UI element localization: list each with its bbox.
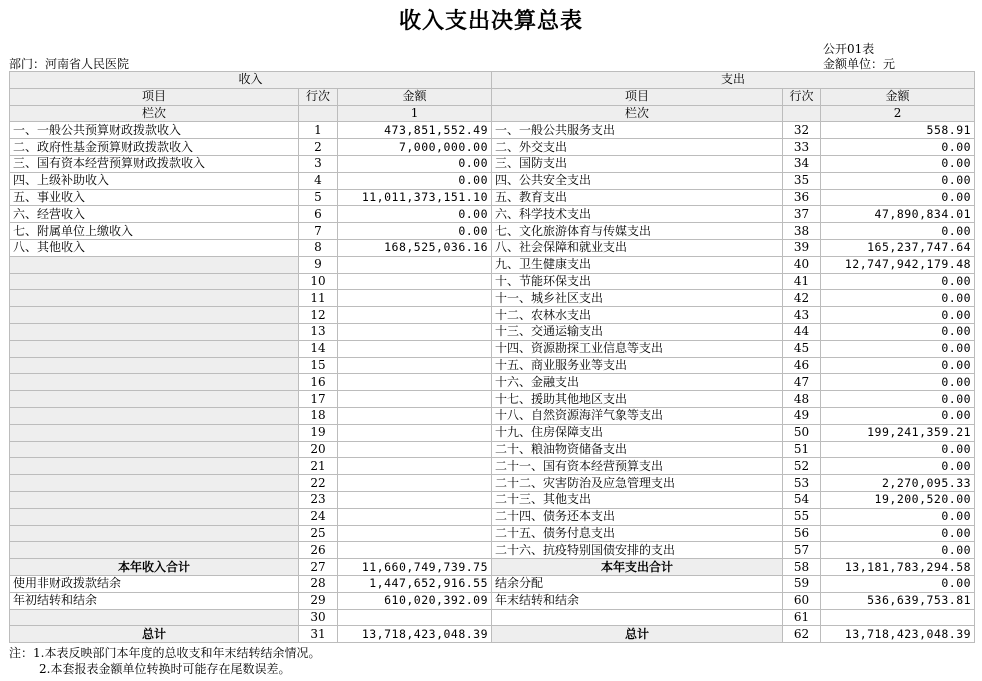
expense-amount-cell: 0.00 bbox=[821, 542, 975, 559]
income-item-cell: 八、其他收入 bbox=[10, 239, 299, 256]
table-row bbox=[10, 575, 975, 592]
expense-line-cell: 49 bbox=[783, 407, 821, 424]
income-item-cell bbox=[10, 407, 299, 424]
income-item-cell bbox=[10, 525, 299, 542]
income-item-cell bbox=[10, 256, 299, 273]
income-item-cell bbox=[10, 290, 299, 307]
income-amount-cell bbox=[338, 273, 492, 290]
expense-item-cell: 十九、住房保障支出 bbox=[492, 424, 783, 441]
income-line-cell: 16 bbox=[299, 374, 338, 391]
income-line-cell: 14 bbox=[299, 340, 338, 357]
expense-line-cell: 40 bbox=[783, 256, 821, 273]
expense-item-cell: 四、公共安全支出 bbox=[492, 172, 783, 189]
income-amount-cell bbox=[338, 407, 492, 424]
income-amount-cell: 473,851,552.49 bbox=[338, 122, 492, 139]
expense-amount-column-number: 2 bbox=[821, 105, 975, 122]
expense-item-cell: 十二、农林水支出 bbox=[492, 307, 783, 324]
expense-item-cell: 年末结转和结余 bbox=[492, 592, 783, 609]
expense-column-index-label: 栏次 bbox=[492, 105, 783, 122]
income-item-cell bbox=[10, 609, 299, 626]
table-row bbox=[10, 441, 975, 458]
expense-amount-cell: 0.00 bbox=[821, 441, 975, 458]
expense-item-cell: 结余分配 bbox=[492, 575, 783, 592]
income-amount-cell bbox=[338, 424, 492, 441]
expense-line-cell: 44 bbox=[783, 323, 821, 340]
income-line-cell: 27 bbox=[299, 559, 338, 576]
income-line-cell: 4 bbox=[299, 172, 338, 189]
income-line-cell: 7 bbox=[299, 223, 338, 240]
income-item-cell bbox=[10, 491, 299, 508]
income-amount-cell bbox=[338, 357, 492, 374]
expense-amount-cell: 0.00 bbox=[821, 139, 975, 156]
expense-line-cell: 46 bbox=[783, 357, 821, 374]
expense-item-cell: 二、外交支出 bbox=[492, 139, 783, 156]
expense-line-cell: 53 bbox=[783, 475, 821, 492]
income-line-header: 行次 bbox=[299, 88, 338, 105]
income-item-cell bbox=[10, 323, 299, 340]
expense-line-header: 行次 bbox=[783, 88, 821, 105]
expense-line-cell: 60 bbox=[783, 592, 821, 609]
table-row bbox=[10, 458, 975, 475]
expense-item-cell: 十三、交通运输支出 bbox=[492, 323, 783, 340]
income-item-cell bbox=[10, 475, 299, 492]
income-amount-cell: 13,718,423,048.39 bbox=[338, 626, 492, 643]
table-row bbox=[10, 525, 975, 542]
expense-line-cell: 43 bbox=[783, 307, 821, 324]
expense-item-cell: 二十、粮油物资储备支出 bbox=[492, 441, 783, 458]
income-amount-cell bbox=[338, 441, 492, 458]
expense-amount-cell: 558.91 bbox=[821, 122, 975, 139]
expense-line-cell: 45 bbox=[783, 340, 821, 357]
income-line-cell: 17 bbox=[299, 391, 338, 408]
expense-line-cell: 54 bbox=[783, 491, 821, 508]
expense-amount-cell: 0.00 bbox=[821, 273, 975, 290]
expense-amount-cell: 0.00 bbox=[821, 407, 975, 424]
expense-amount-cell: 0.00 bbox=[821, 458, 975, 475]
table-row bbox=[10, 542, 975, 559]
expense-amount-cell: 0.00 bbox=[821, 391, 975, 408]
expense-item-cell: 一、一般公共服务支出 bbox=[492, 122, 783, 139]
expense-line-cell: 36 bbox=[783, 189, 821, 206]
table-row bbox=[10, 475, 975, 492]
income-item-header: 项目 bbox=[10, 88, 299, 105]
expense-item-cell: 五、教育支出 bbox=[492, 189, 783, 206]
expense-line-cell: 32 bbox=[783, 122, 821, 139]
income-amount-cell bbox=[338, 609, 492, 626]
income-line-cell: 15 bbox=[299, 357, 338, 374]
table-row bbox=[10, 323, 975, 340]
expense-item-cell: 八、社会保障和就业支出 bbox=[492, 239, 783, 256]
income-item-cell bbox=[10, 340, 299, 357]
income-item-cell: 二、政府性基金预算财政拨款收入 bbox=[10, 139, 299, 156]
income-line-cell: 13 bbox=[299, 323, 338, 340]
expense-item-cell: 三、国防支出 bbox=[492, 155, 783, 172]
expense-amount-header: 金额 bbox=[821, 88, 975, 105]
expense-line-cell: 41 bbox=[783, 273, 821, 290]
table-row bbox=[10, 206, 975, 223]
expense-line-cell: 62 bbox=[783, 626, 821, 643]
expense-item-cell: 总计 bbox=[492, 626, 783, 643]
income-line-cell: 10 bbox=[299, 273, 338, 290]
table-row bbox=[10, 340, 975, 357]
expense-item-cell: 十五、商业服务业等支出 bbox=[492, 357, 783, 374]
table-row bbox=[10, 290, 975, 307]
income-amount-cell bbox=[338, 391, 492, 408]
expense-item-cell: 九、卫生健康支出 bbox=[492, 256, 783, 273]
income-line-cell: 26 bbox=[299, 542, 338, 559]
income-line-cell: 23 bbox=[299, 491, 338, 508]
income-line-cell: 3 bbox=[299, 155, 338, 172]
expense-line-cell: 47 bbox=[783, 374, 821, 391]
expense-amount-cell: 19,200,520.00 bbox=[821, 491, 975, 508]
expense-amount-cell: 199,241,359.21 bbox=[821, 424, 975, 441]
income-amount-cell bbox=[338, 508, 492, 525]
income-amount-cell bbox=[338, 307, 492, 324]
expense-line-cell: 35 bbox=[783, 172, 821, 189]
income-amount-cell bbox=[338, 256, 492, 273]
expense-line-cell: 56 bbox=[783, 525, 821, 542]
table-row bbox=[10, 374, 975, 391]
expense-line-cell: 55 bbox=[783, 508, 821, 525]
income-line-cell: 5 bbox=[299, 189, 338, 206]
income-amount-cell: 0.00 bbox=[338, 172, 492, 189]
expense-amount-cell: 0.00 bbox=[821, 323, 975, 340]
income-amount-header: 金额 bbox=[338, 88, 492, 105]
income-item-cell: 四、上级补助收入 bbox=[10, 172, 299, 189]
table-row bbox=[10, 189, 975, 206]
expense-amount-cell: 536,639,753.81 bbox=[821, 592, 975, 609]
table-row bbox=[10, 223, 975, 240]
income-line-cell: 6 bbox=[299, 206, 338, 223]
expense-amount-cell: 0.00 bbox=[821, 575, 975, 592]
expense-line-cell: 48 bbox=[783, 391, 821, 408]
income-line-cell: 19 bbox=[299, 424, 338, 441]
income-amount-cell bbox=[338, 290, 492, 307]
income-item-cell bbox=[10, 508, 299, 525]
expense-line-index-cell bbox=[783, 105, 821, 122]
income-line-cell: 2 bbox=[299, 139, 338, 156]
expense-line-cell: 38 bbox=[783, 223, 821, 240]
table-row bbox=[10, 122, 975, 139]
expense-amount-cell: 0.00 bbox=[821, 223, 975, 240]
income-amount-cell: 7,000,000.00 bbox=[338, 139, 492, 156]
table-row bbox=[10, 155, 975, 172]
expense-amount-cell bbox=[821, 609, 975, 626]
expense-item-cell: 二十四、债务还本支出 bbox=[492, 508, 783, 525]
table-row bbox=[10, 172, 975, 189]
expense-line-cell: 37 bbox=[783, 206, 821, 223]
income-amount-cell: 0.00 bbox=[338, 155, 492, 172]
expense-line-cell: 61 bbox=[783, 609, 821, 626]
expense-item-cell: 十、节能环保支出 bbox=[492, 273, 783, 290]
income-item-cell bbox=[10, 391, 299, 408]
expense-item-cell: 十六、金融支出 bbox=[492, 374, 783, 391]
expense-item-cell: 七、文化旅游体育与传媒支出 bbox=[492, 223, 783, 240]
expense-amount-cell: 0.00 bbox=[821, 357, 975, 374]
expense-line-cell: 52 bbox=[783, 458, 821, 475]
department-label: 部门：河南省人民医院 bbox=[9, 57, 130, 71]
income-item-cell: 使用非财政拨款结余 bbox=[10, 575, 299, 592]
income-line-cell: 8 bbox=[299, 239, 338, 256]
expense-line-cell: 39 bbox=[783, 239, 821, 256]
expense-line-cell: 51 bbox=[783, 441, 821, 458]
table-row bbox=[10, 508, 975, 525]
table-row bbox=[10, 239, 975, 256]
expense-line-cell: 50 bbox=[783, 424, 821, 441]
income-line-cell: 9 bbox=[299, 256, 338, 273]
table-row bbox=[10, 407, 975, 424]
expense-item-cell: 二十六、抗疫特别国债安排的支出 bbox=[492, 542, 783, 559]
income-item-cell bbox=[10, 458, 299, 475]
amount-unit: 金额单位：元 bbox=[823, 57, 896, 71]
income-item-cell bbox=[10, 374, 299, 391]
expense-amount-cell: 0.00 bbox=[821, 155, 975, 172]
income-line-cell: 21 bbox=[299, 458, 338, 475]
expense-amount-cell: 0.00 bbox=[821, 307, 975, 324]
income-amount-cell bbox=[338, 475, 492, 492]
income-line-cell: 11 bbox=[299, 290, 338, 307]
expense-item-cell: 六、科学技术支出 bbox=[492, 206, 783, 223]
income-item-cell: 七、附属单位上缴收入 bbox=[10, 223, 299, 240]
income-line-cell: 22 bbox=[299, 475, 338, 492]
income-amount-cell: 11,660,749,739.75 bbox=[338, 559, 492, 576]
expense-amount-cell: 12,747,942,179.48 bbox=[821, 256, 975, 273]
income-column-index-label: 栏次 bbox=[10, 105, 299, 122]
footnote-1: 注：1.本表反映部门本年度的总收支和年末结转结余情况。 bbox=[9, 646, 321, 660]
table-row bbox=[10, 626, 975, 643]
table-row bbox=[10, 391, 975, 408]
income-line-cell: 18 bbox=[299, 407, 338, 424]
expense-item-cell: 二十一、国有资本经营预算支出 bbox=[492, 458, 783, 475]
income-line-index-cell bbox=[299, 105, 338, 122]
income-line-cell: 24 bbox=[299, 508, 338, 525]
income-item-cell: 本年收入合计 bbox=[10, 559, 299, 576]
income-item-cell: 年初结转和结余 bbox=[10, 592, 299, 609]
expense-amount-cell: 47,890,834.01 bbox=[821, 206, 975, 223]
table-row bbox=[10, 256, 975, 273]
income-item-cell: 三、国有资本经营预算财政拨款收入 bbox=[10, 155, 299, 172]
expense-amount-cell: 13,181,783,294.58 bbox=[821, 559, 975, 576]
expense-item-cell: 二十二、灾害防治及应急管理支出 bbox=[492, 475, 783, 492]
expense-item-cell: 十四、资源勘探工业信息等支出 bbox=[492, 340, 783, 357]
expense-amount-cell: 165,237,747.64 bbox=[821, 239, 975, 256]
income-item-cell bbox=[10, 273, 299, 290]
income-amount-cell bbox=[338, 458, 492, 475]
income-line-cell: 25 bbox=[299, 525, 338, 542]
report-title: 收入支出决算总表 bbox=[398, 8, 583, 34]
expense-item-cell: 十一、城乡社区支出 bbox=[492, 290, 783, 307]
expense-line-cell: 57 bbox=[783, 542, 821, 559]
table-row bbox=[10, 357, 975, 374]
income-expense-table bbox=[9, 71, 975, 643]
income-line-cell: 1 bbox=[299, 122, 338, 139]
income-amount-cell: 1,447,652,916.55 bbox=[338, 575, 492, 592]
income-line-cell: 28 bbox=[299, 575, 338, 592]
income-line-cell: 29 bbox=[299, 592, 338, 609]
income-amount-cell bbox=[338, 323, 492, 340]
expense-amount-cell: 2,270,095.33 bbox=[821, 475, 975, 492]
income-item-cell: 一、一般公共预算财政拨款收入 bbox=[10, 122, 299, 139]
income-amount-cell bbox=[338, 525, 492, 542]
income-amount-cell bbox=[338, 542, 492, 559]
expense-item-cell: 本年支出合计 bbox=[492, 559, 783, 576]
table-row bbox=[10, 491, 975, 508]
income-item-cell bbox=[10, 542, 299, 559]
table-row bbox=[10, 273, 975, 290]
expense-amount-cell: 13,718,423,048.39 bbox=[821, 626, 975, 643]
expense-line-cell: 42 bbox=[783, 290, 821, 307]
table-row bbox=[10, 307, 975, 324]
footnote-2: 2.本套报表金额单位转换时可能存在尾数误差。 bbox=[39, 662, 291, 676]
income-amount-cell: 11,011,373,151.10 bbox=[338, 189, 492, 206]
expense-line-cell: 34 bbox=[783, 155, 821, 172]
table-row bbox=[10, 592, 975, 609]
income-line-cell: 12 bbox=[299, 307, 338, 324]
table-row bbox=[10, 139, 975, 156]
income-amount-cell: 168,525,036.16 bbox=[338, 239, 492, 256]
income-amount-cell bbox=[338, 374, 492, 391]
expense-amount-cell: 0.00 bbox=[821, 525, 975, 542]
income-line-cell: 31 bbox=[299, 626, 338, 643]
income-item-cell bbox=[10, 357, 299, 374]
expense-line-cell: 58 bbox=[783, 559, 821, 576]
expense-amount-cell: 0.00 bbox=[821, 508, 975, 525]
expense-item-cell bbox=[492, 609, 783, 626]
income-amount-cell bbox=[338, 340, 492, 357]
income-item-cell: 六、经营收入 bbox=[10, 206, 299, 223]
income-item-cell bbox=[10, 307, 299, 324]
expense-item-cell: 二十五、债务付息支出 bbox=[492, 525, 783, 542]
income-item-cell: 总计 bbox=[10, 626, 299, 643]
income-item-cell bbox=[10, 441, 299, 458]
expense-amount-cell: 0.00 bbox=[821, 374, 975, 391]
income-amount-cell: 0.00 bbox=[338, 223, 492, 240]
income-line-cell: 30 bbox=[299, 609, 338, 626]
expense-item-cell: 十八、自然资源海洋气象等支出 bbox=[492, 407, 783, 424]
income-header: 收入 bbox=[10, 72, 492, 89]
table-row bbox=[10, 424, 975, 441]
income-amount-cell: 0.00 bbox=[338, 206, 492, 223]
expense-amount-cell: 0.00 bbox=[821, 340, 975, 357]
expense-item-cell: 二十三、其他支出 bbox=[492, 491, 783, 508]
expense-line-cell: 33 bbox=[783, 139, 821, 156]
income-item-cell bbox=[10, 424, 299, 441]
form-number: 公开01表 bbox=[823, 42, 875, 56]
footnotes bbox=[9, 645, 320, 677]
expense-amount-cell: 0.00 bbox=[821, 290, 975, 307]
expense-header: 支出 bbox=[492, 72, 975, 89]
income-amount-cell: 610,020,392.09 bbox=[338, 592, 492, 609]
expense-amount-cell: 0.00 bbox=[821, 189, 975, 206]
income-amount-cell bbox=[338, 491, 492, 508]
expense-amount-cell: 0.00 bbox=[821, 172, 975, 189]
income-item-cell: 五、事业收入 bbox=[10, 189, 299, 206]
expense-item-cell: 十七、援助其他地区支出 bbox=[492, 391, 783, 408]
table-row bbox=[10, 559, 975, 576]
income-line-cell: 20 bbox=[299, 441, 338, 458]
income-amount-column-number: 1 bbox=[338, 105, 492, 122]
expense-line-cell: 59 bbox=[783, 575, 821, 592]
table-row bbox=[10, 609, 975, 626]
expense-item-header: 项目 bbox=[492, 88, 783, 105]
